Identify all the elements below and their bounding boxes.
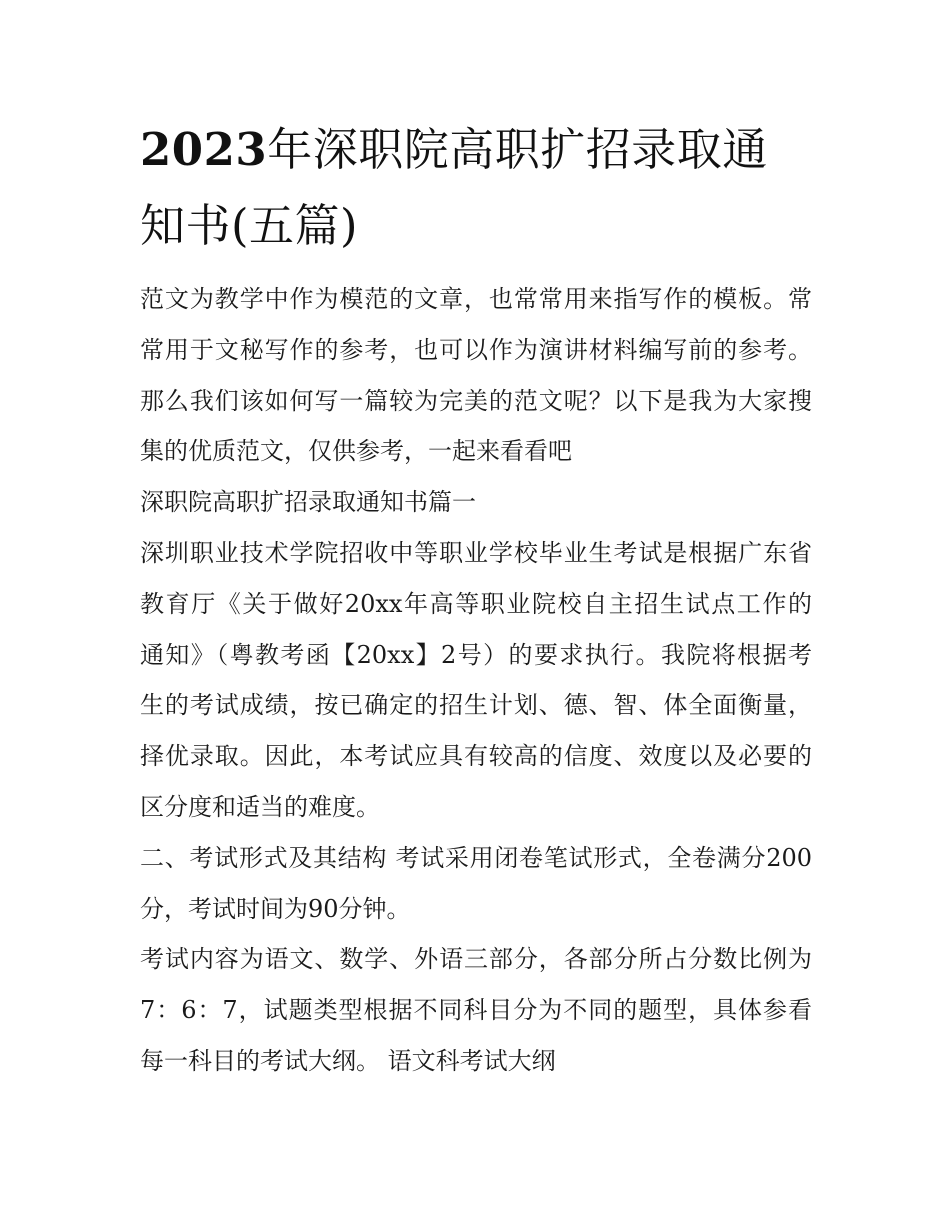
body-line-11: 区分度和适当的难度。 (140, 792, 380, 821)
title-text-1: 年深职院高职扩招录取通 (267, 123, 768, 176)
body-line-3: 那么我们该如何写一篇较为完美的范文呢？以下是我为大家搜 (140, 386, 812, 415)
body-line-13: 分，考试时间为90分钟。 (140, 894, 411, 923)
document-content (140, 112, 812, 1087)
body-line-2: 常用于文秘写作的参考，也可以作为演讲材料编写前的参考。 (140, 335, 812, 364)
title-line-2 (140, 188, 812, 264)
body-line-9: 生的考试成绩，按已确定的招生计划、德、智、体全面衡量， (140, 691, 812, 720)
title-text-2: 知书(五篇) (140, 199, 359, 252)
document-body (140, 274, 812, 1087)
body-line-8: 通知》（粤教考函【20xx】2号）的要求执行。我院将根据考 (140, 640, 812, 669)
section-heading-1: 深职院高职扩招录取通知书篇一 (140, 488, 476, 517)
title-line-1 (140, 112, 812, 188)
body-line-16: 每一科目的考试大纲。 语文科考试大纲 (140, 1046, 556, 1075)
body-line-10: 择优录取。因此，本考试应具有较高的信度、效度以及必要的 (140, 742, 812, 771)
body-line-1: 范文为教学中作为模范的文章，也常常用来指写作的模板。常 (140, 285, 812, 313)
body-line-15: 7：6：7，试题类型根据不同科目分为不同的题型，具体参看 (140, 996, 812, 1025)
document-title (140, 112, 812, 264)
body-line-14: 考试内容为语文、数学、外语三部分，各部分所占分数比例为 (140, 945, 812, 974)
body-line-6: 深圳职业技术学院招收中等职业学校毕业生考试是根据广东省 (140, 538, 812, 567)
body-line-12: 二、考试形式及其结构 考试采用闭卷笔试形式，全卷满分200 (140, 843, 812, 872)
body-line-7: 教育厅《关于做好20xx年高等职业院校自主招生试点工作的 (140, 589, 812, 618)
body-line-4: 集的优质范文，仅供参考，一起来看看吧 (140, 437, 572, 466)
title-year: 2023 (140, 123, 268, 176)
